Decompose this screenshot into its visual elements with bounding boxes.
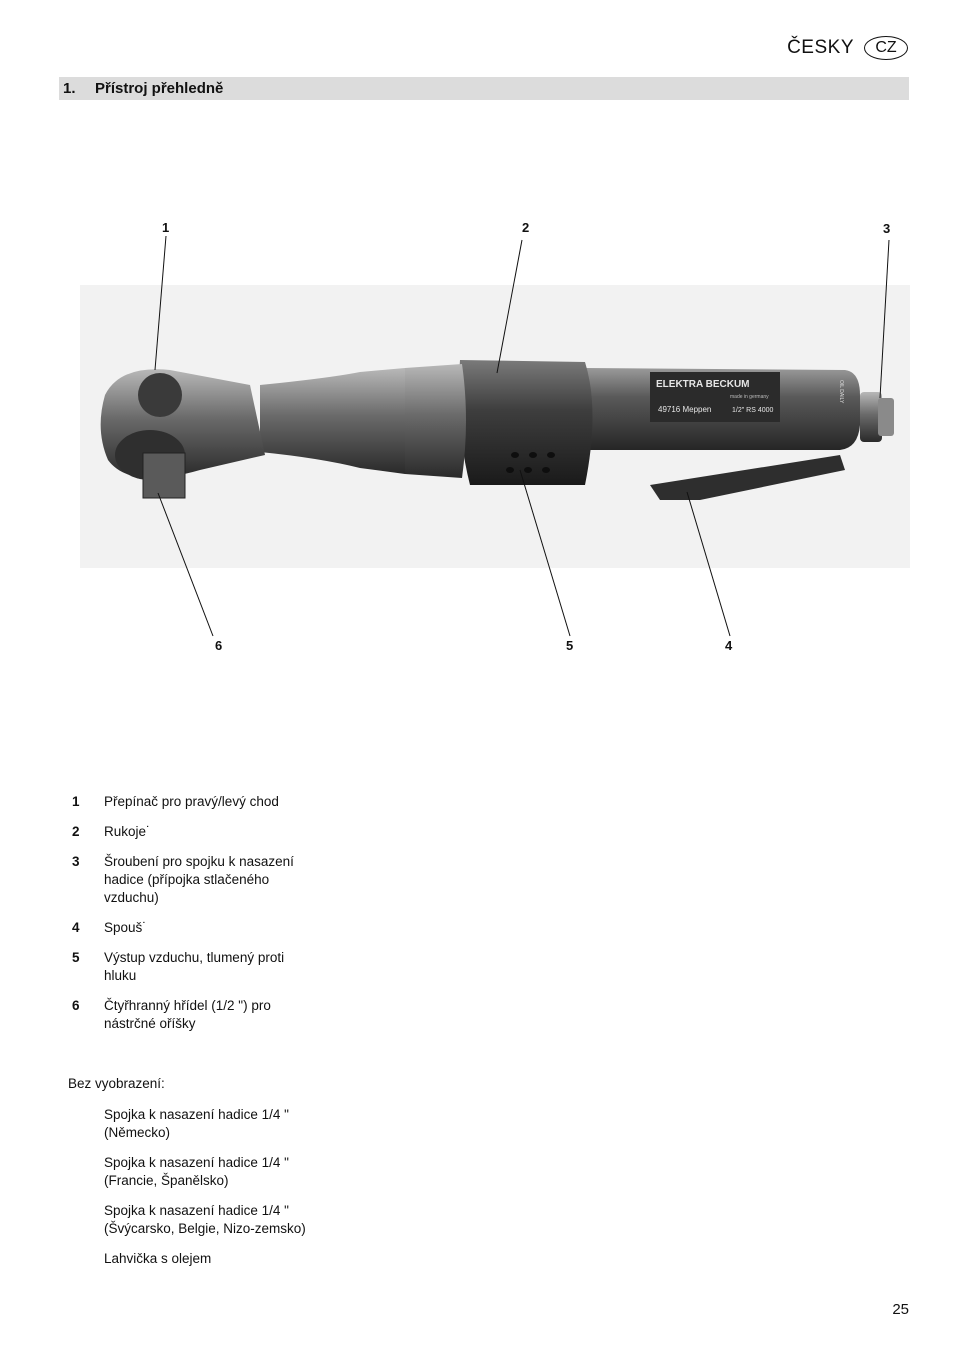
callout-4: 4 [725, 638, 733, 653]
country-badge: CZ [864, 36, 908, 60]
callout-6: 6 [215, 638, 223, 653]
accessory-item: Spojka k nasazení hadice 1/4 " (Francie, Španělsko) [104, 1155, 289, 1188]
legend-text: Čtyřhranný hřídel (1/2 ") pro nástrčné oříšky [104, 998, 271, 1031]
legend-number: 6 [72, 998, 80, 1013]
accessories-list [104, 1106, 314, 1280]
legend-text: Spouš˙ [104, 920, 147, 935]
legend-item [72, 949, 332, 985]
language-label: ČESKY [787, 37, 854, 58]
legend-number: 5 [72, 950, 80, 965]
model-text: 1/2" RS 4000 [732, 407, 774, 414]
parts-legend [72, 793, 332, 1045]
legend-item [72, 919, 332, 937]
section-title: Přístroj přehledně [95, 80, 224, 97]
callout-3: 3 [883, 221, 891, 236]
legend-number: 3 [72, 854, 80, 869]
legend-text: Šroubení pro spojku k nasazení hadice (přípojka stlačeného vzduchu) [104, 854, 294, 905]
callout-5: 5 [566, 638, 574, 653]
grip-sleeve [459, 360, 593, 485]
section-number: 1. [63, 80, 76, 97]
accessory-item: Spojka k nasazení hadice 1/4 " (Německo) [104, 1107, 289, 1140]
accessory-item: Spojka k nasazení hadice 1/4 " (Švýcarsko, Belgie, Nizo-zemsko) [104, 1203, 306, 1236]
not-shown-label: Bez vyobrazení: [68, 1076, 165, 1091]
legend-item [72, 823, 332, 841]
legend-text: Výstup vzduchu, tlumený proti hluku [104, 950, 285, 983]
legend-item [72, 793, 332, 811]
accessory-item: Lahvička s olejem [104, 1251, 212, 1266]
reverse-switch [138, 373, 182, 417]
legend-item [72, 997, 332, 1033]
place-text: 49716 Meppen [658, 405, 712, 414]
legend-item [72, 853, 332, 907]
hex-nut [401, 364, 467, 478]
callout-2: 2 [522, 220, 530, 235]
brand-text: ELEKTRA BECKUM [656, 379, 750, 390]
made-in-text: made in germany [730, 394, 769, 400]
page-number: 25 [892, 1301, 909, 1318]
legend-number: 1 [72, 794, 80, 809]
square-drive [143, 453, 185, 498]
legend-text: Přepínač pro pravý/levý chod [104, 794, 279, 809]
legend-number: 4 [72, 920, 80, 935]
legend-text: Rukoje˙ [104, 824, 151, 839]
legend-number: 2 [72, 824, 80, 839]
callout-1: 1 [162, 220, 170, 235]
oil-text: OIL DAILY [838, 380, 844, 404]
